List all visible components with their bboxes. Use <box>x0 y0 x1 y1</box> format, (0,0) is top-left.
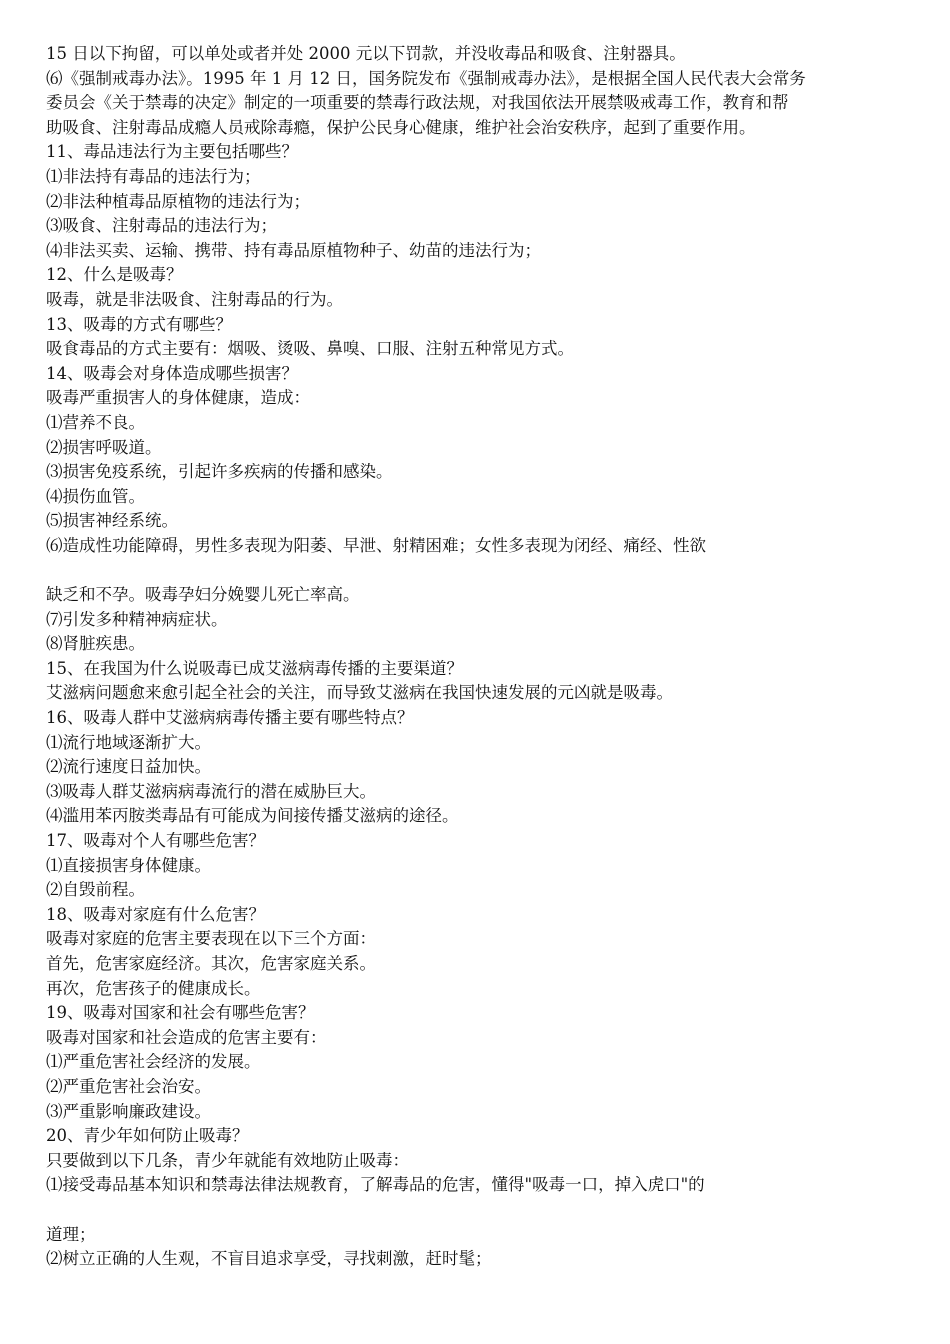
text-line: 11、毒品违法行为主要包括哪些？ <box>46 142 298 162</box>
text-line: 缺乏和不孕。吸毒孕妇分娩婴儿死亡率高。 <box>46 585 360 605</box>
text-line: 吸毒对家庭的危害主要表现在以下三个方面： <box>46 929 376 949</box>
text-line: ⑶吸毒人群艾滋病病毒流行的潜在威胁巨大。 <box>46 781 376 801</box>
text-line: 吸食毒品的方式主要有：烟吸、烫吸、鼻嗅、口服、注射五种常见方式。 <box>46 339 574 359</box>
text-line: ⑴接受毒品基本知识和禁毒法律法规教育，了解毒品的危害，懂得"吸毒一口，掉入虎口"的 <box>46 1175 705 1195</box>
text-line: ⑵严重危害社会治安。 <box>46 1076 211 1096</box>
text-line: 助吸食、注射毒品成瘾人员戒除毒瘾，保护公民身心健康，维护社会治安秩序，起到了重要作用。 <box>46 117 756 137</box>
blank-line <box>46 558 926 583</box>
text-line: 16、吸毒人群中艾滋病病毒传播主要有哪些特点？ <box>46 708 414 728</box>
text-line: 吸毒，就是非法吸食、注射毒品的行为。 <box>46 289 343 309</box>
text-line: ⑹造成性功能障碍，男性多表现为阳萎、早泄、射精困难；女性多表现为闭经、痛经、性欲 <box>46 535 706 555</box>
text-line: 15 日以下拘留，可以单处或者并处 2000 元以下罚款，并没收毒品和吸食、注射器具。 <box>46 44 686 63</box>
blank-line <box>46 1198 926 1223</box>
text-line: ⑺引发多种精神病症状。 <box>46 609 228 629</box>
text-line: ⑵损害呼吸道。 <box>46 437 162 457</box>
text-line: ⑵自毁前程。 <box>46 880 145 900</box>
text-line: 17、吸毒对个人有哪些危害？ <box>46 831 265 850</box>
text-line: 吸毒对国家和社会造成的危害主要有： <box>46 1027 327 1047</box>
text-line: ⑸损害神经系统。 <box>46 511 178 531</box>
text-line: ⑶吸食、注射毒品的违法行为； <box>46 216 277 236</box>
text-line: ⑴非法持有毒品的违法行为； <box>46 166 261 186</box>
text-line: ⑵流行速度日益加快。 <box>46 757 211 777</box>
text-line: ⑶严重影响廉政建设。 <box>46 1101 211 1121</box>
text-line: 首先，危害家庭经济。其次，危害家庭关系。 <box>46 953 376 973</box>
text-line: ⑶损害免疫系统，引起许多疾病的传播和感染。 <box>46 462 393 482</box>
text-line: 19、吸毒对国家和社会有哪些危害？ <box>46 1003 315 1023</box>
text-line: 道理； <box>46 1224 96 1244</box>
text-line: ⑴流行地域逐渐扩大。 <box>46 732 211 752</box>
text-line: ⑵非法种植毒品原植物的违法行为； <box>46 191 310 211</box>
text-line: 15、在我国为什么说吸毒已成艾滋病毒传播的主要渠道？ <box>46 658 463 678</box>
text-line: ⑹《强制戒毒办法》。1995 年 1 月 12 日，国务院发布《强制戒毒办法》，是根据全国人民代表大会常务 <box>46 68 806 88</box>
text-line: 20、青少年如何防止吸毒？ <box>46 1126 249 1146</box>
text-line: 18、吸毒对家庭有什么危害？ <box>46 904 265 924</box>
text-line: ⑴严重危害社会经济的发展。 <box>46 1052 261 1072</box>
text-line: ⑻肾脏疾患。 <box>46 634 145 654</box>
text-line: 委员会《关于禁毒的决定》制定的一项重要的禁毒行政法规，对我国依法开展禁吸戒毒工作，教育和帮 <box>46 93 789 113</box>
text-line: 吸毒严重损害人的身体健康，造成： <box>46 388 310 408</box>
text-line: ⑴营养不良。 <box>46 412 145 432</box>
text-line: 艾滋病问题愈来愈引起全社会的关注，而导致艾滋病在我国快速发展的元凶就是吸毒。 <box>46 683 673 703</box>
text-line: ⑷损伤血管。 <box>46 486 145 506</box>
text-line: ⑴直接损害身体健康。 <box>46 855 211 875</box>
text-line: 再次，危害孩子的健康成长。 <box>46 978 261 998</box>
text-line: 只要做到以下几条，青少年就能有效地防止吸毒： <box>46 1150 409 1170</box>
text-line: 13、吸毒的方式有哪些？ <box>46 314 232 334</box>
text-line: ⑵树立正确的人生观，不盲目追求享受，寻找刺激，赶时髦； <box>46 1249 492 1269</box>
text-line: ⑷非法买卖、运输、携带、持有毒品原植物种子、幼苗的违法行为； <box>46 240 541 260</box>
text-line: 12、什么是吸毒？ <box>46 265 183 285</box>
text-line: 14、吸毒会对身体造成哪些损害？ <box>46 363 298 383</box>
text-line: ⑷滥用苯丙胺类毒品有可能成为间接传播艾滋病的途径。 <box>46 806 459 826</box>
